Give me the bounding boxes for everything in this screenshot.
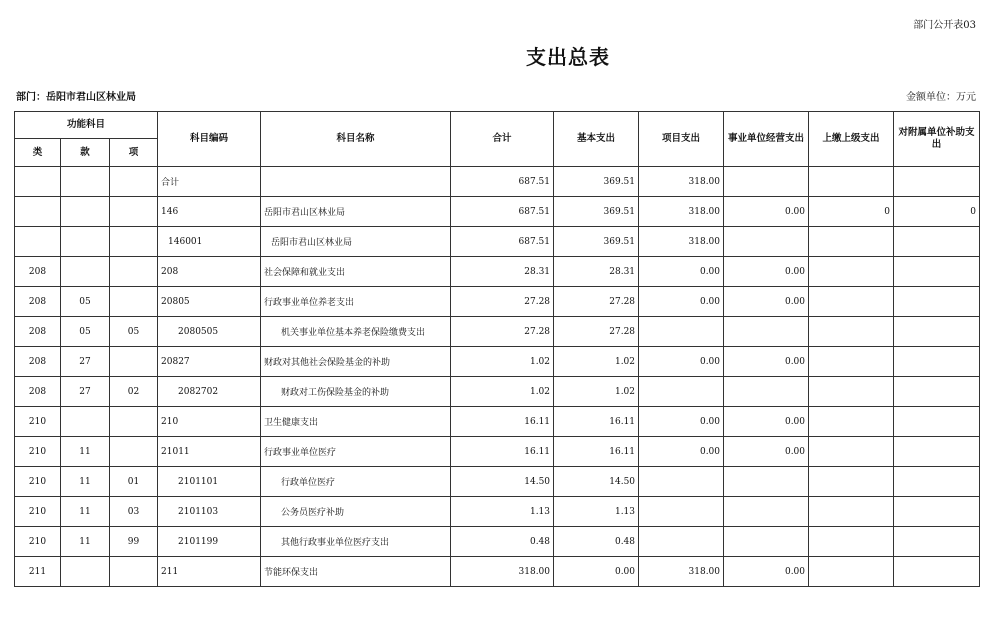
header-kuan: 款 <box>61 139 110 167</box>
cell-subsidy <box>894 557 980 587</box>
cell-basic: 369.51 <box>554 227 639 257</box>
cell-code: 2101103 <box>158 497 261 527</box>
cell-code: 20805 <box>158 287 261 317</box>
header-basic: 基本支出 <box>554 112 639 167</box>
cell-total: 27.28 <box>451 287 554 317</box>
cell-basic: 27.28 <box>554 287 639 317</box>
cell-upper: 0 <box>809 197 894 227</box>
cell-name: 行政单位医疗 <box>261 467 451 497</box>
cell-business: 0.00 <box>724 347 809 377</box>
cell-code: 2082702 <box>158 377 261 407</box>
cell-total: 27.28 <box>451 317 554 347</box>
cell-name: 岳阳市君山区林业局 <box>261 227 451 257</box>
cell-total: 14.50 <box>451 467 554 497</box>
cell-kuan <box>61 557 110 587</box>
cell-name: 公务员医疗补助 <box>261 497 451 527</box>
cell-subsidy: 0 <box>894 197 980 227</box>
cell-basic: 0.48 <box>554 527 639 557</box>
cell-name: 行政事业单位养老支出 <box>261 287 451 317</box>
cell-project: 318.00 <box>639 227 724 257</box>
cell-subsidy <box>894 377 980 407</box>
cell-business <box>724 227 809 257</box>
cell-basic: 28.31 <box>554 257 639 287</box>
cell-basic: 1.02 <box>554 347 639 377</box>
table-row <box>15 527 980 557</box>
cell-name: 机关事业单位基本养老保险缴费支出 <box>261 317 451 347</box>
cell-project: 0.00 <box>639 437 724 467</box>
cell-code: 合计 <box>158 167 261 197</box>
expenditure-table <box>14 111 980 587</box>
cell-xiang <box>110 197 158 227</box>
cell-business: 0.00 <box>724 287 809 317</box>
cell-business: 0.00 <box>724 557 809 587</box>
cell-basic: 1.02 <box>554 377 639 407</box>
cell-upper <box>809 407 894 437</box>
cell-xiang <box>110 407 158 437</box>
cell-kuan: 27 <box>61 377 110 407</box>
table-row <box>15 317 980 347</box>
cell-code: 2101101 <box>158 467 261 497</box>
table-row <box>15 227 980 257</box>
cell-basic: 14.50 <box>554 467 639 497</box>
cell-business <box>724 377 809 407</box>
cell-business <box>724 317 809 347</box>
cell-name: 财政对其他社会保险基金的补助 <box>261 347 451 377</box>
cell-project: 0.00 <box>639 287 724 317</box>
cell-business: 0.00 <box>724 197 809 227</box>
cell-basic: 1.13 <box>554 497 639 527</box>
cell-kuan: 05 <box>61 287 110 317</box>
cell-code: 208 <box>158 257 261 287</box>
cell-subsidy <box>894 527 980 557</box>
header-business: 事业单位经营支出 <box>724 112 809 167</box>
cell-lei: 211 <box>15 557 61 587</box>
cell-project <box>639 527 724 557</box>
table-row <box>15 407 980 437</box>
cell-business <box>724 497 809 527</box>
table-row <box>15 257 980 287</box>
table-row <box>15 167 980 197</box>
cell-total: 16.11 <box>451 437 554 467</box>
cell-code: 146001 <box>158 227 261 257</box>
cell-upper <box>809 257 894 287</box>
cell-total: 1.13 <box>451 497 554 527</box>
cell-basic: 369.51 <box>554 197 639 227</box>
cell-code: 146 <box>158 197 261 227</box>
cell-basic: 16.11 <box>554 407 639 437</box>
header-name: 科目名称 <box>261 112 451 167</box>
cell-name: 社会保障和就业支出 <box>261 257 451 287</box>
cell-business: 0.00 <box>724 257 809 287</box>
cell-project <box>639 467 724 497</box>
cell-project <box>639 497 724 527</box>
table-tag: 部门公开表03 <box>913 20 976 31</box>
cell-kuan <box>61 167 110 197</box>
cell-total: 687.51 <box>451 227 554 257</box>
cell-business <box>724 467 809 497</box>
cell-kuan <box>61 227 110 257</box>
cell-code: 211 <box>158 557 261 587</box>
cell-business: 0.00 <box>724 437 809 467</box>
cell-project <box>639 377 724 407</box>
cell-code: 210 <box>158 407 261 437</box>
cell-code: 2101199 <box>158 527 261 557</box>
table-row <box>15 377 980 407</box>
cell-project: 0.00 <box>639 257 724 287</box>
cell-subsidy <box>894 287 980 317</box>
cell-project: 318.00 <box>639 167 724 197</box>
cell-xiang <box>110 257 158 287</box>
header-total: 合计 <box>451 112 554 167</box>
cell-code: 2080505 <box>158 317 261 347</box>
cell-lei: 210 <box>15 407 61 437</box>
cell-name: 岳阳市君山区林业局 <box>261 197 451 227</box>
cell-kuan <box>61 197 110 227</box>
unit-label: 金额单位：万元 <box>906 92 976 103</box>
cell-lei: 208 <box>15 347 61 377</box>
cell-kuan: 11 <box>61 467 110 497</box>
cell-name: 财政对工伤保险基金的补助 <box>261 377 451 407</box>
cell-upper <box>809 347 894 377</box>
table-row <box>15 437 980 467</box>
cell-project: 318.00 <box>639 197 724 227</box>
cell-upper <box>809 317 894 347</box>
cell-name: 其他行政事业单位医疗支出 <box>261 527 451 557</box>
cell-xiang: 99 <box>110 527 158 557</box>
cell-basic: 0.00 <box>554 557 639 587</box>
cell-xiang <box>110 437 158 467</box>
table-row <box>15 497 980 527</box>
cell-total: 0.48 <box>451 527 554 557</box>
cell-upper <box>809 467 894 497</box>
cell-kuan <box>61 257 110 287</box>
cell-subsidy <box>894 227 980 257</box>
department-label: 部门：岳阳市君山区林业局 <box>16 92 136 103</box>
cell-project <box>639 317 724 347</box>
cell-code: 20827 <box>158 347 261 377</box>
table-row <box>15 197 980 227</box>
cell-upper <box>809 497 894 527</box>
cell-xiang: 01 <box>110 467 158 497</box>
header-code: 科目编码 <box>158 112 261 167</box>
cell-lei <box>15 167 61 197</box>
cell-xiang: 03 <box>110 497 158 527</box>
cell-xiang: 02 <box>110 377 158 407</box>
header-xiang: 项 <box>110 139 158 167</box>
header-lei: 类 <box>15 139 61 167</box>
cell-business: 0.00 <box>724 407 809 437</box>
cell-basic: 369.51 <box>554 167 639 197</box>
cell-business <box>724 527 809 557</box>
cell-name: 卫生健康支出 <box>261 407 451 437</box>
cell-code: 21011 <box>158 437 261 467</box>
cell-lei <box>15 197 61 227</box>
cell-upper <box>809 227 894 257</box>
cell-xiang: 05 <box>110 317 158 347</box>
page-title: 支出总表 <box>526 45 610 69</box>
cell-subsidy <box>894 497 980 527</box>
header-subsidy: 对附属单位补助支出 <box>894 112 980 167</box>
cell-total: 1.02 <box>451 347 554 377</box>
cell-xiang <box>110 287 158 317</box>
cell-kuan: 11 <box>61 497 110 527</box>
cell-project: 0.00 <box>639 407 724 437</box>
header-func: 功能科目 <box>15 112 158 139</box>
cell-total: 28.31 <box>451 257 554 287</box>
cell-business <box>724 167 809 197</box>
cell-lei: 210 <box>15 497 61 527</box>
cell-subsidy <box>894 437 980 467</box>
cell-xiang <box>110 557 158 587</box>
cell-upper <box>809 167 894 197</box>
cell-total: 1.02 <box>451 377 554 407</box>
cell-total: 16.11 <box>451 407 554 437</box>
cell-kuan: 05 <box>61 317 110 347</box>
cell-lei: 208 <box>15 377 61 407</box>
cell-name: 节能环保支出 <box>261 557 451 587</box>
cell-project: 318.00 <box>639 557 724 587</box>
cell-kuan <box>61 407 110 437</box>
cell-lei: 210 <box>15 527 61 557</box>
cell-lei: 208 <box>15 317 61 347</box>
cell-subsidy <box>894 257 980 287</box>
cell-basic: 16.11 <box>554 437 639 467</box>
table-row <box>15 347 980 377</box>
cell-lei: 210 <box>15 467 61 497</box>
cell-xiang <box>110 167 158 197</box>
cell-subsidy <box>894 347 980 377</box>
cell-project: 0.00 <box>639 347 724 377</box>
cell-lei: 208 <box>15 257 61 287</box>
cell-name: 行政事业单位医疗 <box>261 437 451 467</box>
header-upper: 上缴上级支出 <box>809 112 894 167</box>
cell-upper <box>809 557 894 587</box>
cell-subsidy <box>894 407 980 437</box>
cell-kuan: 11 <box>61 527 110 557</box>
cell-lei <box>15 227 61 257</box>
table-row <box>15 557 980 587</box>
table-row <box>15 467 980 497</box>
table-row <box>15 287 980 317</box>
cell-subsidy <box>894 317 980 347</box>
cell-subsidy <box>894 167 980 197</box>
cell-kuan: 27 <box>61 347 110 377</box>
cell-total: 687.51 <box>451 197 554 227</box>
cell-upper <box>809 527 894 557</box>
cell-kuan: 11 <box>61 437 110 467</box>
cell-name <box>261 167 451 197</box>
cell-xiang <box>110 227 158 257</box>
cell-lei: 208 <box>15 287 61 317</box>
cell-subsidy <box>894 467 980 497</box>
header-project: 项目支出 <box>639 112 724 167</box>
cell-lei: 210 <box>15 437 61 467</box>
cell-xiang <box>110 347 158 377</box>
cell-upper <box>809 437 894 467</box>
cell-upper <box>809 287 894 317</box>
cell-basic: 27.28 <box>554 317 639 347</box>
cell-total: 687.51 <box>451 167 554 197</box>
cell-upper <box>809 377 894 407</box>
cell-total: 318.00 <box>451 557 554 587</box>
